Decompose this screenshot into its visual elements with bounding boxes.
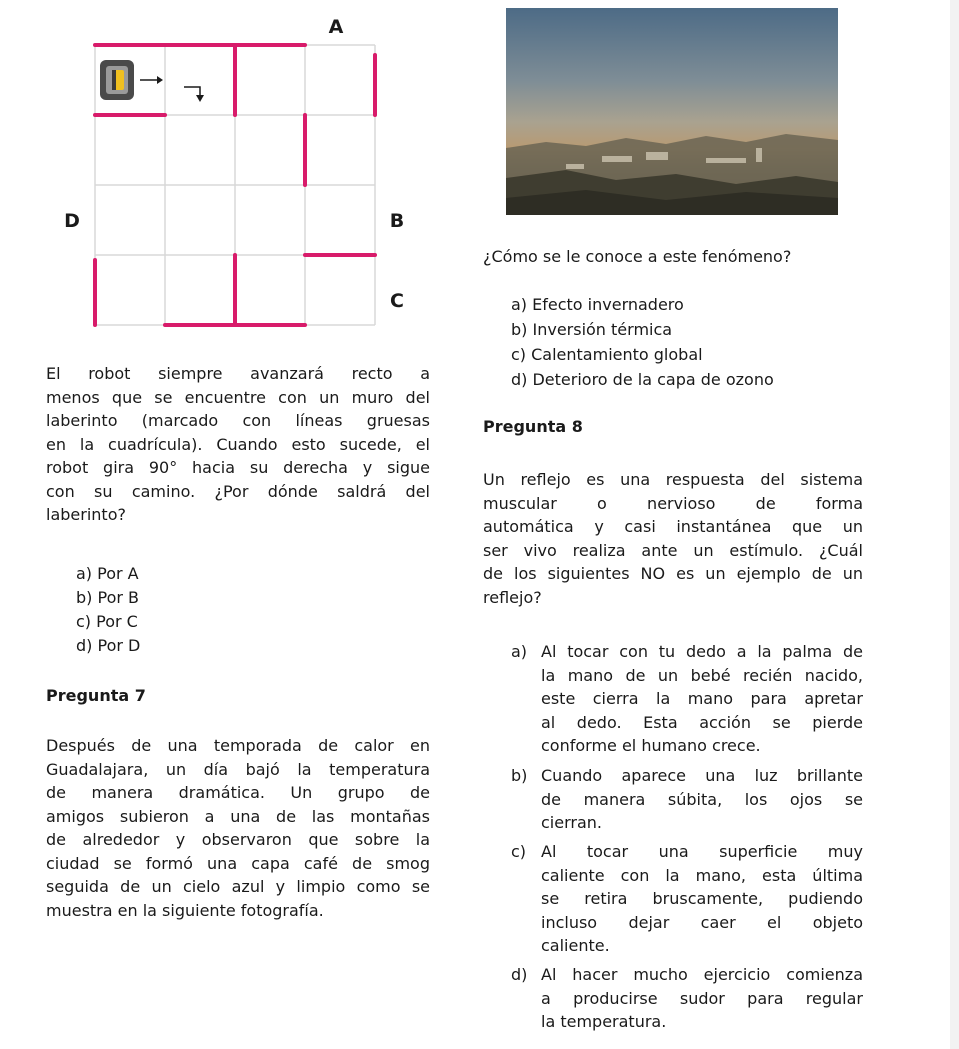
exit-label-d: D bbox=[64, 210, 80, 232]
page-edge bbox=[950, 0, 959, 1049]
q6-option-c: c) Por C bbox=[76, 612, 138, 631]
question-7-heading: Pregunta 7 bbox=[46, 686, 146, 705]
text-line: amigos subieron a una de las montañas bbox=[46, 806, 430, 826]
q6-option-d: d) Por D bbox=[76, 636, 141, 655]
text-line: Cuando aparece una luz brillante bbox=[541, 766, 863, 785]
text-line: a producirse sudor para regular bbox=[541, 988, 863, 1008]
text-line: Al tocar una superficie muy bbox=[541, 842, 863, 861]
text-line: de manera dramática. Un grupo de bbox=[46, 783, 430, 802]
text-line: Después de una temporada de calor en bbox=[46, 736, 430, 755]
q8-option-a-letter: a) bbox=[511, 642, 528, 661]
q6-option-a: a) Por A bbox=[76, 564, 139, 583]
question-8-heading: Pregunta 8 bbox=[483, 417, 583, 436]
q7-option-c: c) Calentamiento global bbox=[511, 345, 703, 364]
q7-option-a: a) Efecto invernadero bbox=[511, 295, 684, 314]
text-line: cierran. bbox=[541, 813, 602, 832]
q7-option-d: d) Deterioro de la capa de ozono bbox=[511, 370, 774, 389]
text-line: ciudad se formó una capa café de smog bbox=[46, 853, 430, 873]
arrow-right-icon bbox=[140, 76, 163, 84]
text-line: Al tocar con tu dedo a la palma de bbox=[541, 642, 863, 661]
q6-option-b: b) Por B bbox=[76, 588, 139, 607]
text-line: seguida de un cielo azul y limpio como se bbox=[46, 877, 430, 896]
arrow-turn-down-icon bbox=[184, 87, 204, 102]
text-line: de manera súbita, los ojos se bbox=[541, 789, 863, 809]
robot-maze-diagram bbox=[60, 10, 420, 335]
text-line: de alrededor y observaron que sobre la bbox=[46, 830, 430, 849]
text-line: ser vivo realiza ante un estímulo. ¿Cuál bbox=[483, 540, 863, 560]
exit-label-c: C bbox=[390, 290, 404, 312]
text-line: laberinto? bbox=[46, 505, 126, 524]
robot-icon bbox=[100, 60, 134, 100]
text-line: la temperatura. bbox=[541, 1012, 667, 1031]
q7-option-b: b) Inversión térmica bbox=[511, 320, 673, 339]
text-line: de los siguientes NO es un ejemplo de un bbox=[483, 564, 863, 583]
text-line: caliente. bbox=[541, 936, 610, 955]
q8-option-c bbox=[541, 840, 863, 958]
text-line: muestra en la siguiente fotografía. bbox=[46, 900, 324, 920]
text-line: caliente con la mano, esta última bbox=[541, 865, 863, 885]
text-line: automática y casi instantánea que un bbox=[483, 517, 863, 536]
question-7-text bbox=[46, 734, 430, 922]
text-line: menos que se encuentre con un muro del bbox=[46, 387, 430, 407]
text-line: en la cuadrícula). Cuando esto sucede, el bbox=[46, 434, 430, 454]
q8-option-d-letter: d) bbox=[511, 965, 528, 984]
text-line: conforme el humano crece. bbox=[541, 736, 761, 755]
text-line: este cierra la mano para apretar bbox=[541, 689, 863, 708]
q8-option-b bbox=[541, 764, 863, 835]
text-line: reflejo? bbox=[483, 587, 542, 607]
text-line: laberinto (marcado con líneas gruesas bbox=[46, 411, 430, 430]
question-6-text bbox=[46, 362, 430, 527]
text-line: muscular o nervioso de forma bbox=[483, 493, 863, 513]
text-line: incluso dejar caer el objeto bbox=[541, 912, 863, 932]
exit-label-b: B bbox=[389, 210, 405, 232]
text-line: Al hacer mucho ejercicio comienza bbox=[541, 965, 863, 984]
question-7-prompt: ¿Cómo se le conoce a este fenómeno? bbox=[483, 247, 792, 266]
text-line: se retira bruscamente, pudiendo bbox=[541, 889, 863, 908]
text-line: robot gira 90° hacia su derecha y sigue bbox=[46, 458, 430, 477]
q8-option-a bbox=[541, 640, 863, 758]
q8-option-c-letter: c) bbox=[511, 842, 527, 861]
text-line: la mano de un bebé recién nacido, bbox=[541, 665, 863, 685]
question-8-text bbox=[483, 468, 863, 609]
q8-option-d bbox=[541, 963, 863, 1034]
text-line: al dedo. Esta acción se pierde bbox=[541, 712, 863, 732]
text-line: con su camino. ¿Por dónde saldrá del bbox=[46, 481, 430, 501]
smog-city-photo bbox=[506, 8, 838, 215]
text-line: Guadalajara, un día bajó la temperatura bbox=[46, 759, 430, 779]
text-line: Un reflejo es una respuesta del sistema bbox=[483, 470, 863, 489]
exit-label-a: A bbox=[328, 16, 344, 38]
q8-option-b-letter: b) bbox=[511, 766, 528, 785]
text-line: El robot siempre avanzará recto a bbox=[46, 364, 430, 383]
